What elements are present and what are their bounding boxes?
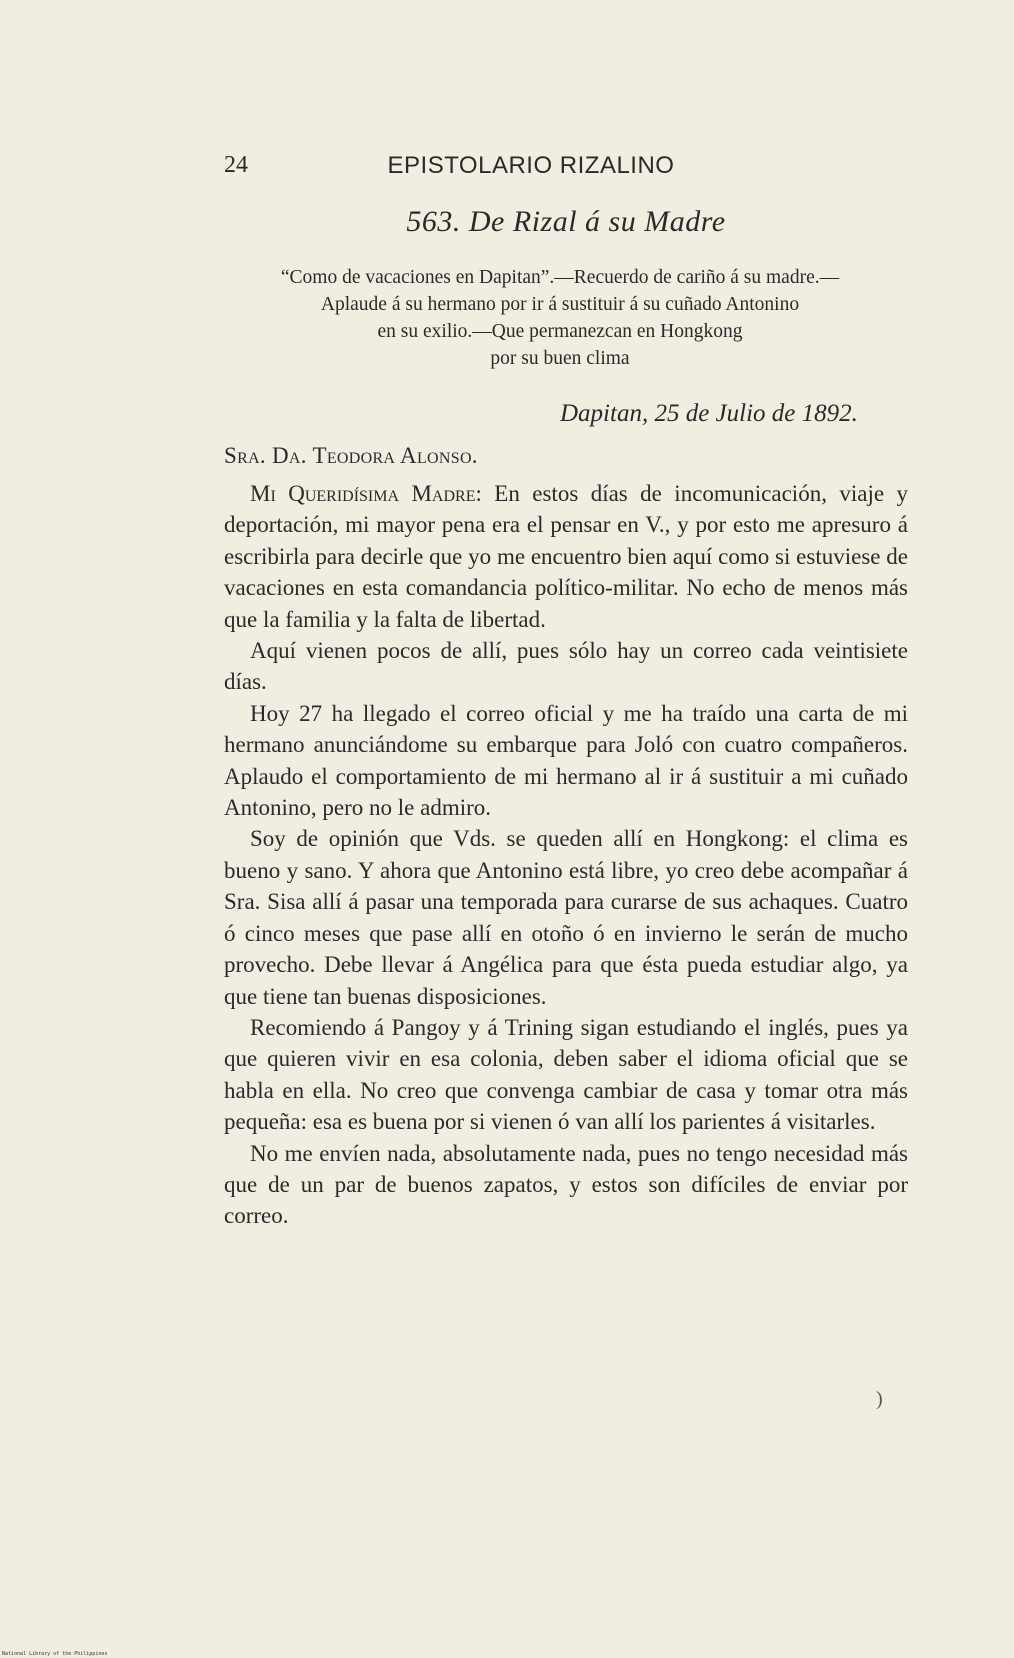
paragraph: [224, 478, 908, 635]
summary-line: en su exilio.—Que permanezcan en Hongkong: [377, 321, 743, 342]
place-date: Dapitan, 25 de Julio de 1892.: [560, 400, 858, 427]
paragraph: Hoy 27 ha llegado el correo oficial y me ha traído una carta de mi hermano anunciándome su embarque para Joló con cuatro compañeros. Aplaudo el comportamiento de mi hermano al ir á sustituir a mi cuñado Antonino, pero no le admiro.: [224, 700, 908, 821]
marginal-mark: ): [876, 1388, 883, 1410]
running-title: EPISTOLARIO RIZALINO: [387, 152, 675, 179]
summary-line: por su buen clima: [490, 348, 630, 369]
footer-credit: National Library of the Philippines: [2, 1651, 108, 1657]
letter-summary: [210, 264, 910, 372]
paragraph: Soy de opinión que Vds. se queden allí en Hongkong: el clima es bueno y sano. Y ahora que Antonino está libre, yo creo debe acompañar á Sra. Sisa allí á pasar una temporada para curarse de sus achaques. Cuatro ó cinco meses que pase allí en otoño ó en invierno le serán de mucho provecho. Debe llevar á Angélica para que ésta pueda estudiar algo, ya que tiene tan buenas disposiciones.: [224, 826, 908, 1009]
letter-title: 563. De Rizal á su Madre: [406, 205, 726, 238]
summary-line: “Como de vacaciones en Dapitan”.—Recuerdo de cariño á su madre.—: [280, 267, 840, 288]
paragraph: Recomiendo á Pangoy y á Trining sigan estudiando el inglés, pues ya que quieren vivir en esa colonia, deben saber el idioma oficial que se habla en ella. No creo que convenga cambiar de casa y tomar otra más pequeña: esa es buena por si vienen ó van allí los parientes á visitarles.: [224, 1014, 908, 1135]
page-number: 24: [224, 152, 248, 178]
paragraph: Aquí vienen pocos de allí, pues sólo hay un correo cada veintisiete días.: [224, 638, 908, 695]
paragraph: No me envíen nada, absolutamente nada, pues no tengo necesidad más que de un par de buenos zapatos, y estos son difíciles de enviar por correo.: [224, 1140, 908, 1229]
addressee: Sra. Da. Teodora Alonso.: [224, 443, 478, 468]
summary-line: Aplaude á su hermano por ir á sustituir á su cuñado Antonino: [320, 294, 800, 315]
paragraph-text: En estos días de incomunicación, viaje y deportación, mi mayor pena era el pensar en V., y por esto me apresuro á escribirla para decirle que yo me encuentro bien aquí como si estuviese de vacaciones en esta comandancia político-militar. No echo de menos más que la familia y la falta de libertad.: [224, 481, 908, 632]
letter-body: [224, 478, 908, 1232]
page-header: [224, 152, 798, 186]
salutation: Mi Queridísima Madre:: [250, 481, 482, 506]
